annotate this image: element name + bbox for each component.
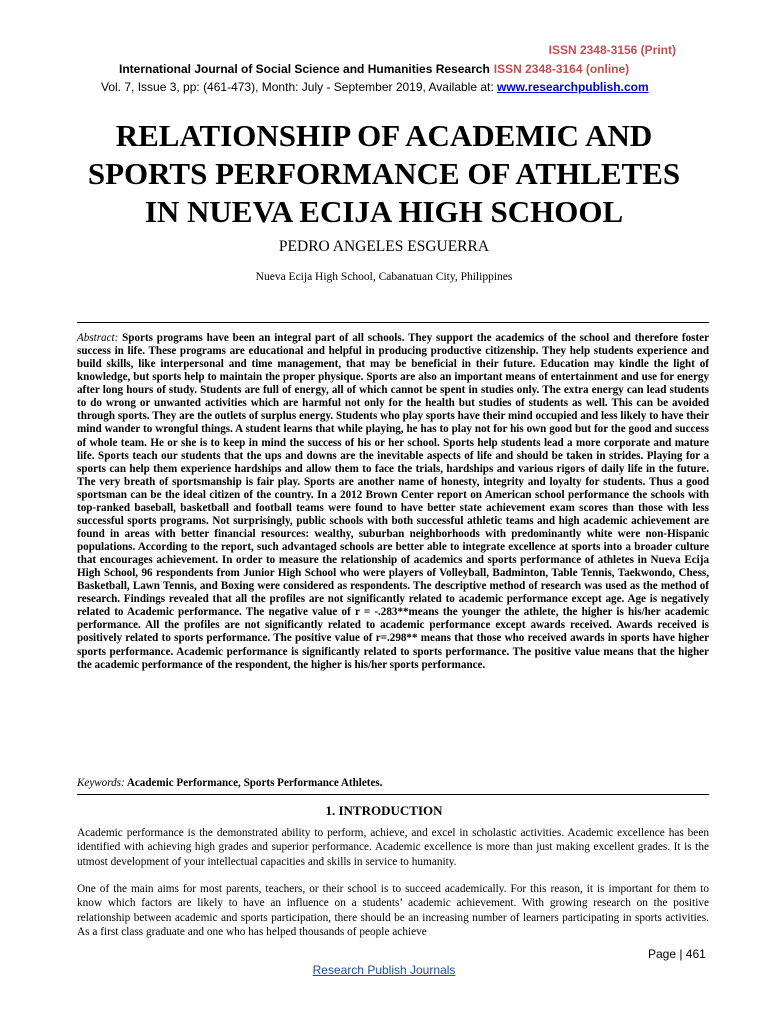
issn-print: ISSN 2348-3156 (Print) xyxy=(548,43,676,57)
title-line-2: SPORTS PERFORMANCE OF ATHLETES xyxy=(87,156,681,191)
page-number: Page | 461 xyxy=(648,947,706,961)
abstract-text: Sports programs have been an integral part of all schools. They support the academics of the school and therefore foster success in life. These programs are educational and helpful in producing productive citizenship. They help students experience and build skills, like interpersonal and time management, that may be beneficial in their future. Education may kindle the light of knowledge, but sports help to maintain the proper physique. Sports are also an important means of entertainment and use for energy after long hours of study. Students are full of energy, all of which cannot be spent in studies only. The extra energy can lead students to do wrong or unwanted activities which are harmful not only for the health but studies of students as well. This can be avoided through sports. They are the outlets of surplus energy. Students who play sports have their mind occupied and less likely to have their mind wander to wrongful things. A student learns that while playing, he has to play not for his own good but for the good and success of whole team. He or she is to keep in mind the success of his or her school. Sports help students lead a more corporate and mature life. Sports teach our students that the ups and downs are the inevitable aspects of life and should be taken in strides. Playing for a sports can help them experience hardships and allow them to face the trials, hardships and various rigors of daily life in the future. The very breath of sportsmanship is fair play. Sports are another name of honesty, integrity and loyalty for students. Thus a good sportsman can be the ideal citizen of the country. In a 2012 Brown Center report on American school performance the schools with top-ranked baseball, basketball and football teams were found to have better state achievement exam scores than those with less successful sports programs. Not surprisingly, public schools with both successful athletic teams and high academic achievement are found in areas with better financial resources: wealthy, suburban neighborhoods with predominantly white were non-Hispanic populations. According to the report, such advantaged schools are better able to integrate excellence at sports into a broader culture that encourages achievement. In order to measure the relationship of academics and sports performance of athletes in Nueva Ecija High School, 96 respondents from Junior High School who were players of Volleyball, Badminton, Table Tennis, Taekwondo, Chess, Basketball, Lawn Tennis, and Boxing were considered as respondents. The descriptive method of research was used as the method of research. Findings revealed that all the profiles are not significantly related to academic performance except age. Age is negatively related to Academic performance. The negative value of r = -.283**means the younger the athlete, the higher is his/her academic performance. All the profiles are not significantly related to academic performance except awards received. Awards received is positively related to sports performance. The positive value of r=.298** means that those who received awards in sports have higher sports performance. Academic performance is significantly related to sports performance. The positive value means that the higher the academic performance of the respondent, the higher is his/her sports performance. xyxy=(77,332,709,671)
keywords-label: Keywords: xyxy=(77,777,125,789)
title-line-3: IN NUEVA ECIJA HIGH SCHOOL xyxy=(144,194,624,229)
abstract-bottom-rule xyxy=(77,794,709,795)
author-affiliation: Nueva Ecija High School, Cabanatuan City, Philippines xyxy=(255,271,513,283)
abstract-top-rule xyxy=(77,322,709,323)
journal-header xyxy=(119,62,629,76)
section-heading: 1. INTRODUCTION xyxy=(325,803,443,818)
keywords xyxy=(77,777,709,789)
title-line-1: RELATIONSHIP OF ACADEMIC AND xyxy=(115,118,653,153)
author-name: PEDRO ANGELES ESGUERRA xyxy=(278,238,490,255)
paper-title xyxy=(60,117,708,231)
issn-online: ISSN 2348-3164 (online) xyxy=(493,62,630,76)
volume-info xyxy=(101,80,649,94)
publisher-link[interactable]: Research Publish Journals xyxy=(312,963,456,977)
volume-text: Vol. 7, Issue 3, pp: (461-473), Month: July - September 2019, Available at: xyxy=(101,80,498,94)
website-link[interactable]: www.researchpublish.com xyxy=(497,80,649,94)
abstract xyxy=(77,332,709,672)
body-paragraph-2: One of the main aims for most parents, teachers, or their school is to succeed academically. For this reason, it is important for them to know which factors are likely to have an influence on a students’ academic achievement. With growing research on the positive relationship between academic and sports participation, there should be an increasing number of learners participating in sports activities. As a first class graduate and one who has helped thousands of people achieve xyxy=(77,883,709,939)
journal-name: International Journal of Social Science and Humanities Research xyxy=(119,62,490,76)
keywords-text: Academic Performance, Sports Performance Athletes. xyxy=(124,777,383,789)
body-paragraph-1: Academic performance is the demonstrated ability to perform, achieve, and excel in scholastic activities. Academic excellence has been identified with achieving high grades and superior performance. Academic excellence is more than just making excellent grades. It is the utmost development of your intellectual capacities and skills in service to humanity. xyxy=(77,827,709,868)
abstract-label: Abstract: xyxy=(77,332,119,344)
